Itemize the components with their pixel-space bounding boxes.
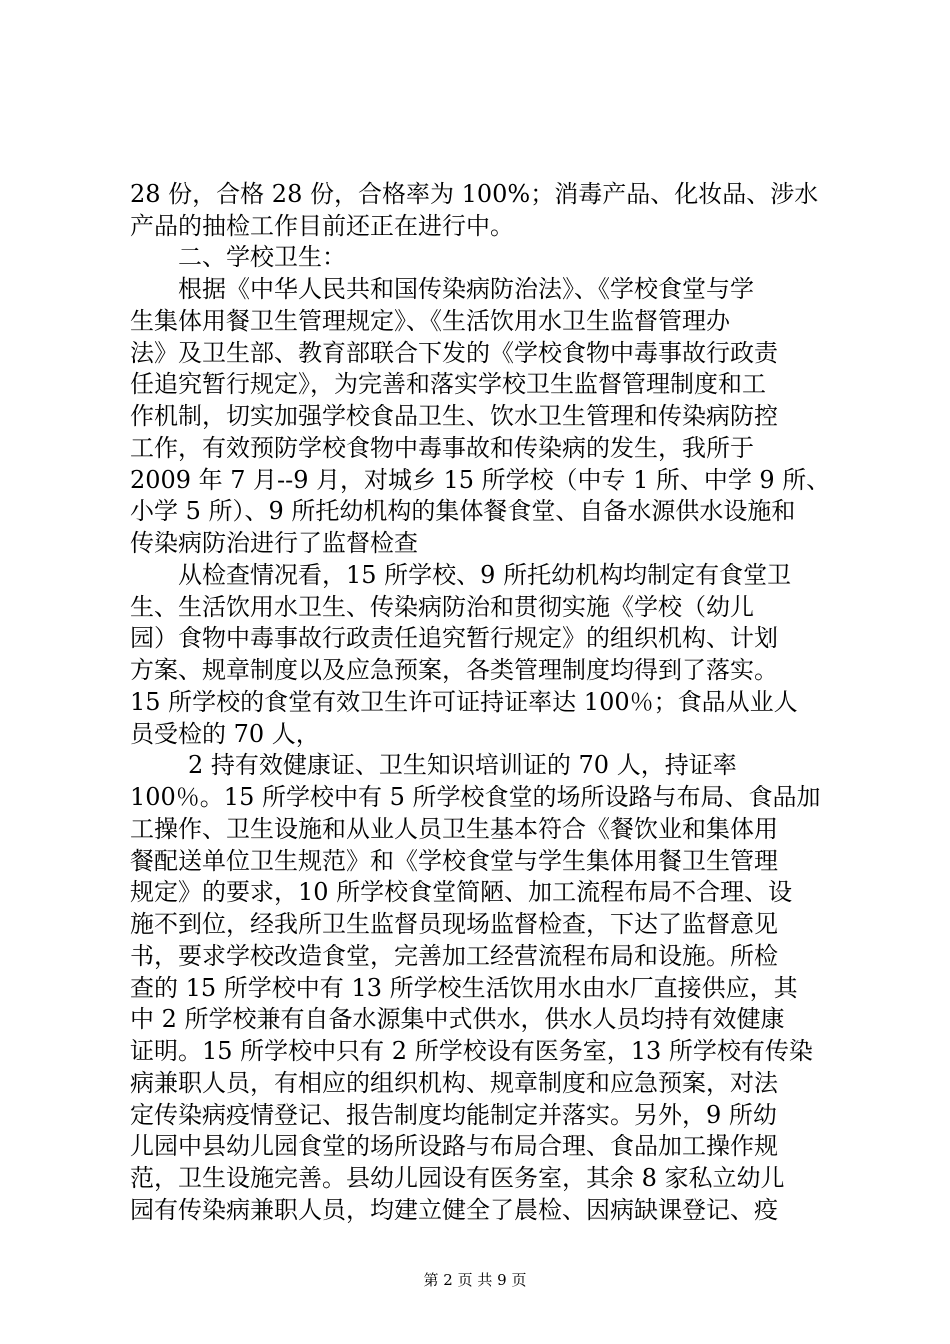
text-line: 中 2 所学校兼有自备水源集中式供水，供水人员均持有效健康 <box>130 1005 785 1033</box>
text-line: 儿园中县幼儿园食堂的场所设路与布局合理、食品加工操作规 <box>130 1132 778 1160</box>
text-line: 餐配送单位卫生规范》和《学校食堂与学生集体用餐卫生管理 <box>130 847 778 875</box>
text-line: 生、生活饮用水卫生、传染病防治和贯彻实施《学校（幼儿 <box>130 593 754 621</box>
text-line: 定传染病疫情登记、报告制度均能制定并落实。另外，9 所幼 <box>130 1101 777 1129</box>
text-line: 28 份，合格 28 份，合格率为 100%；消毒产品、化妆品、涉水 <box>130 180 819 208</box>
text-line: 产品的抽检工作目前还正在进行中。 <box>130 212 514 240</box>
text-line: 2009 年 7 月--9 月，对城乡 15 所学校（中专 1 所、中学 9 所、 <box>130 466 831 494</box>
text-line: 工操作、卫生设施和从业人员卫生基本符合《餐饮业和集体用 <box>130 815 778 843</box>
text-line: 查的 15 所学校中有 13 所学校生活饮用水由水厂直接供应，其 <box>130 974 798 1002</box>
text-line: 工作，有效预防学校食物中毒事故和传染病的发生，我所于 <box>130 434 754 462</box>
text-line: 任追究暂行规定》，为完善和落实学校卫生监督管理制度和工 <box>130 370 766 398</box>
text-line: 100％。15 所学校中有 5 所学校食堂的场所设路与布局、食品加 <box>130 783 821 811</box>
text-line: 范，卫生设施完善。县幼儿园设有医务室，其余 8 家私立幼儿 <box>130 1164 785 1192</box>
text-line: 传染病防治进行了监督检查 <box>130 529 418 557</box>
text-line: 作机制，切实加强学校食品卫生、饮水卫生管理和传染病防控 <box>130 402 778 430</box>
text-line: 从检查情况看，15 所学校、9 所托幼机构均制定有食堂卫 <box>178 561 792 589</box>
text-line: 法》及卫生部、教育部联合下发的《学校食物中毒事故行政责 <box>130 339 778 367</box>
text-line: 2 持有效健康证、卫生知识培训证的 70 人，持证率 <box>188 751 737 779</box>
text-line: 方案、规章制度以及应急预案，各类管理制度均得到了落实。 <box>130 656 778 684</box>
page-number-footer: 第 2 页 共 9 页 <box>423 1271 527 1289</box>
text-line: 15 所学校的食堂有效卫生许可证持证率达 100％；食品从业人 <box>130 688 798 716</box>
text-line: 病兼职人员，有相应的组织机构、规章制度和应急预案，对法 <box>130 1069 778 1097</box>
text-line: 员受检的 70 人， <box>130 720 320 748</box>
section-heading: 二、学校卫生： <box>178 243 346 271</box>
text-line: 施不到位，经我所卫生监督员现场监督检查，下达了监督意见 <box>130 910 778 938</box>
text-line: 园）食物中毒事故行政责任追究暂行规定》的组织机构、计划 <box>130 624 778 652</box>
text-line: 根据《中华人民共和国传染病防治法》、《学校食堂与学 <box>178 275 754 303</box>
text-line: 书，要求学校改造食堂，完善加工经营流程布局和设施。所检 <box>130 942 778 970</box>
text-line: 小学 5 所）、9 所托幼机构的集体餐食堂、自备水源供水设施和 <box>130 497 796 525</box>
text-line: 证明。15 所学校中只有 2 所学校设有医务室，13 所学校有传染 <box>130 1037 813 1065</box>
text-line: 园有传染病兼职人员，均建立健全了晨检、因病缺课登记、疫 <box>130 1196 778 1224</box>
text-line: 规定》的要求，10 所学校食堂简陋、加工流程布局不合理、设 <box>130 878 793 906</box>
text-line: 生集体用餐卫生管理规定》、《生活饮用水卫生监督管理办 <box>130 307 730 335</box>
